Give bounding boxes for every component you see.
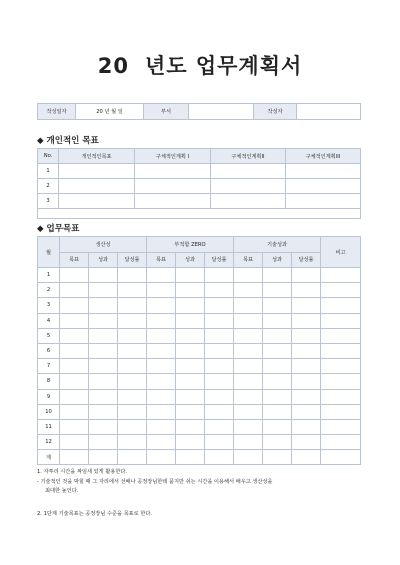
note-1-detail-cont: 최대한 높인다. bbox=[45, 488, 79, 494]
table-cell[interactable] bbox=[211, 194, 286, 209]
table-cell[interactable] bbox=[234, 404, 263, 419]
table-row bbox=[38, 404, 361, 419]
table-cell[interactable] bbox=[321, 343, 361, 358]
table-cell[interactable] bbox=[234, 359, 263, 374]
table-cell[interactable] bbox=[59, 164, 135, 179]
table-cell[interactable] bbox=[135, 164, 211, 179]
table-cell[interactable] bbox=[292, 435, 321, 450]
table-cell[interactable] bbox=[118, 283, 147, 298]
table-cell[interactable] bbox=[147, 328, 176, 343]
table-cell[interactable] bbox=[176, 343, 205, 358]
goals-group-header: 기술성과 bbox=[234, 237, 321, 253]
goals-subcol-header: 달성률 bbox=[205, 252, 234, 268]
table-cell[interactable] bbox=[205, 359, 234, 374]
table-cell[interactable] bbox=[205, 313, 234, 328]
table-cell[interactable] bbox=[234, 343, 263, 358]
table-cell[interactable] bbox=[263, 359, 292, 374]
goals-subcol-header: 목표 bbox=[234, 252, 263, 268]
table-cell[interactable] bbox=[147, 374, 176, 389]
diamond-icon: ◆ bbox=[37, 224, 44, 234]
table-cell[interactable] bbox=[263, 450, 292, 465]
table-cell[interactable] bbox=[118, 298, 147, 313]
month-label: 6 bbox=[38, 343, 60, 358]
table-cell[interactable] bbox=[60, 328, 89, 343]
table-cell[interactable] bbox=[135, 194, 211, 209]
row-number: 1 bbox=[38, 164, 59, 179]
table-cell[interactable] bbox=[89, 328, 118, 343]
table-cell[interactable] bbox=[118, 313, 147, 328]
goals-section-label: 업무목표 bbox=[46, 224, 80, 234]
goals-section-title bbox=[37, 222, 79, 234]
table-cell[interactable] bbox=[234, 389, 263, 404]
dept-label: 부서 bbox=[144, 104, 189, 120]
table-cell[interactable] bbox=[89, 283, 118, 298]
table-cell[interactable] bbox=[147, 404, 176, 419]
table-row bbox=[38, 209, 361, 219]
table-cell[interactable] bbox=[176, 283, 205, 298]
table-cell[interactable] bbox=[205, 343, 234, 358]
table-cell[interactable] bbox=[176, 268, 205, 283]
table-cell[interactable] bbox=[147, 359, 176, 374]
table-cell[interactable] bbox=[234, 450, 263, 465]
goals-group-header: 부적합 ZERO bbox=[147, 237, 234, 253]
table-cell[interactable] bbox=[147, 283, 176, 298]
dept-field[interactable] bbox=[189, 104, 254, 120]
table-cell[interactable] bbox=[263, 283, 292, 298]
table-cell[interactable] bbox=[147, 313, 176, 328]
table-row bbox=[38, 343, 361, 358]
goals-subcol-header: 달성률 bbox=[292, 252, 321, 268]
goals-col-remark: 비고 bbox=[321, 237, 361, 268]
table-cell[interactable] bbox=[321, 419, 361, 434]
table-cell[interactable] bbox=[60, 343, 89, 358]
table-cell[interactable] bbox=[234, 313, 263, 328]
month-label: 4 bbox=[38, 313, 60, 328]
personal-col-plan2: 구체적인계획II bbox=[211, 149, 286, 164]
note-1: 1. 자투리 시간을 짜임새 있게 활용한다. bbox=[37, 469, 128, 475]
month-label: 5 bbox=[38, 328, 60, 343]
table-cell[interactable] bbox=[60, 374, 89, 389]
table-cell[interactable] bbox=[321, 268, 361, 283]
table-cell[interactable] bbox=[147, 450, 176, 465]
table-cell[interactable] bbox=[89, 404, 118, 419]
goals-subcol-header: 성과 bbox=[176, 252, 205, 268]
table-cell[interactable] bbox=[321, 283, 361, 298]
page-title bbox=[0, 50, 400, 80]
table-cell[interactable] bbox=[60, 419, 89, 434]
table-cell[interactable] bbox=[60, 450, 89, 465]
table-cell[interactable] bbox=[147, 389, 176, 404]
table-cell[interactable] bbox=[321, 374, 361, 389]
table-cell[interactable] bbox=[292, 359, 321, 374]
table-row bbox=[38, 374, 361, 389]
table-cell[interactable] bbox=[176, 419, 205, 434]
table-row bbox=[38, 419, 361, 434]
title-year: 20 bbox=[97, 54, 129, 78]
table-cell[interactable] bbox=[292, 343, 321, 358]
table-row bbox=[38, 328, 361, 343]
table-cell[interactable] bbox=[89, 343, 118, 358]
table-cell[interactable] bbox=[286, 164, 361, 179]
table-row bbox=[38, 283, 361, 298]
month-label: 7 bbox=[38, 359, 60, 374]
table-cell[interactable] bbox=[176, 435, 205, 450]
goals-subcol-header: 성과 bbox=[89, 252, 118, 268]
table-cell[interactable] bbox=[176, 374, 205, 389]
note-2: 2. 1단계 기술목표는 공정장님 수준을 목표로 한다. bbox=[37, 511, 153, 517]
table-cell[interactable] bbox=[292, 389, 321, 404]
info-table bbox=[37, 103, 361, 120]
note-1-detail: - 기술적인 것을 막힐 때 그 자리에서 선배나 공정장님한테 묻지만 쉬는 시간을 이용해서 배우고 생산성을 bbox=[37, 479, 273, 485]
table-row bbox=[38, 313, 361, 328]
table-cell[interactable] bbox=[89, 359, 118, 374]
month-label: 12 bbox=[38, 435, 60, 450]
table-cell[interactable] bbox=[60, 435, 89, 450]
table-cell[interactable] bbox=[176, 359, 205, 374]
table-cell[interactable] bbox=[118, 359, 147, 374]
table-cell[interactable] bbox=[263, 313, 292, 328]
table-cell[interactable] bbox=[60, 298, 89, 313]
table-cell[interactable] bbox=[176, 313, 205, 328]
table-row bbox=[38, 179, 361, 194]
table-cell[interactable] bbox=[321, 328, 361, 343]
table-cell[interactable] bbox=[59, 194, 135, 209]
table-row bbox=[38, 194, 361, 209]
goals-subcol-header: 달성률 bbox=[118, 252, 147, 268]
table-cell[interactable] bbox=[118, 435, 147, 450]
month-label: 2 bbox=[38, 283, 60, 298]
table-cell[interactable] bbox=[292, 283, 321, 298]
table-cell[interactable] bbox=[263, 343, 292, 358]
row-number: 3 bbox=[38, 194, 59, 209]
diamond-icon: ◆ bbox=[37, 136, 44, 146]
table-cell[interactable] bbox=[60, 389, 89, 404]
table-cell[interactable] bbox=[59, 179, 135, 194]
table-cell[interactable] bbox=[234, 298, 263, 313]
table-cell[interactable] bbox=[263, 419, 292, 434]
table-cell[interactable] bbox=[89, 450, 118, 465]
table-cell[interactable] bbox=[205, 328, 234, 343]
personal-col-plan3: 구체적인계획III bbox=[286, 149, 361, 164]
month-label: 3 bbox=[38, 298, 60, 313]
table-cell[interactable] bbox=[60, 313, 89, 328]
table-row bbox=[38, 389, 361, 404]
table-cell[interactable] bbox=[263, 298, 292, 313]
table-cell[interactable] bbox=[60, 359, 89, 374]
table-cell[interactable] bbox=[89, 313, 118, 328]
table-cell[interactable] bbox=[292, 313, 321, 328]
table-cell[interactable] bbox=[292, 328, 321, 343]
table-cell[interactable] bbox=[89, 298, 118, 313]
table-cell[interactable] bbox=[292, 419, 321, 434]
table-cell[interactable] bbox=[292, 374, 321, 389]
personal-section-title bbox=[37, 134, 99, 146]
table-cell[interactable] bbox=[176, 450, 205, 465]
table-cell[interactable] bbox=[292, 298, 321, 313]
table-cell[interactable] bbox=[205, 450, 234, 465]
table-cell[interactable] bbox=[60, 268, 89, 283]
table-cell[interactable] bbox=[321, 450, 361, 465]
table-cell[interactable] bbox=[205, 419, 234, 434]
table-cell[interactable] bbox=[234, 328, 263, 343]
table-cell[interactable] bbox=[176, 298, 205, 313]
table-cell[interactable] bbox=[321, 435, 361, 450]
author-label: 작성자 bbox=[254, 104, 297, 120]
month-label: 10 bbox=[38, 404, 60, 419]
table-cell[interactable] bbox=[292, 450, 321, 465]
table-cell[interactable] bbox=[118, 374, 147, 389]
table-cell[interactable] bbox=[263, 404, 292, 419]
table-cell[interactable] bbox=[234, 435, 263, 450]
table-cell[interactable] bbox=[205, 268, 234, 283]
table-cell[interactable] bbox=[118, 450, 147, 465]
table-cell[interactable] bbox=[321, 313, 361, 328]
table-cell[interactable] bbox=[205, 298, 234, 313]
table-cell[interactable] bbox=[321, 404, 361, 419]
table-row bbox=[38, 164, 361, 179]
table-row bbox=[38, 435, 361, 450]
table-cell[interactable] bbox=[263, 268, 292, 283]
table-cell[interactable] bbox=[263, 328, 292, 343]
table-row bbox=[38, 450, 361, 465]
table-cell[interactable] bbox=[89, 374, 118, 389]
table-cell[interactable] bbox=[205, 283, 234, 298]
goals-subcol-header: 목표 bbox=[60, 252, 89, 268]
month-label: 1 bbox=[38, 268, 60, 283]
table-cell[interactable] bbox=[286, 194, 361, 209]
goals-col-month: 월 bbox=[38, 237, 60, 268]
table-cell[interactable] bbox=[118, 404, 147, 419]
table-cell[interactable] bbox=[176, 328, 205, 343]
table-cell[interactable] bbox=[176, 389, 205, 404]
table-cell[interactable] bbox=[118, 343, 147, 358]
table-cell[interactable] bbox=[60, 283, 89, 298]
date-field[interactable]: 20 년 월 일 bbox=[76, 104, 144, 120]
date-label: 작성일자 bbox=[38, 104, 76, 120]
row-number: 2 bbox=[38, 179, 59, 194]
table-row bbox=[38, 298, 361, 313]
goals-subcol-header: 목표 bbox=[147, 252, 176, 268]
table-cell[interactable] bbox=[38, 209, 361, 219]
goals-group-header: 생산성 bbox=[60, 237, 147, 253]
table-cell[interactable] bbox=[147, 419, 176, 434]
table-cell[interactable] bbox=[147, 268, 176, 283]
work-goals-table bbox=[37, 236, 361, 465]
author-field[interactable] bbox=[297, 104, 361, 120]
table-cell[interactable] bbox=[147, 435, 176, 450]
table-cell[interactable] bbox=[263, 374, 292, 389]
table-cell[interactable] bbox=[286, 179, 361, 194]
table-cell[interactable] bbox=[205, 374, 234, 389]
table-cell[interactable] bbox=[321, 389, 361, 404]
table-cell[interactable] bbox=[89, 419, 118, 434]
table-row bbox=[38, 359, 361, 374]
table-cell[interactable] bbox=[292, 268, 321, 283]
table-cell[interactable] bbox=[321, 298, 361, 313]
table-cell[interactable] bbox=[263, 389, 292, 404]
table-cell[interactable] bbox=[118, 268, 147, 283]
table-cell[interactable] bbox=[234, 268, 263, 283]
table-cell[interactable] bbox=[321, 359, 361, 374]
table-cell[interactable] bbox=[118, 328, 147, 343]
personal-col-no: No. bbox=[38, 149, 59, 164]
goals-subcol-header: 성과 bbox=[263, 252, 292, 268]
table-cell[interactable] bbox=[205, 389, 234, 404]
personal-col-plan1: 구체적인계획 I bbox=[135, 149, 211, 164]
table-cell[interactable] bbox=[205, 404, 234, 419]
table-cell[interactable] bbox=[205, 435, 234, 450]
table-cell[interactable] bbox=[89, 268, 118, 283]
month-label: 8 bbox=[38, 374, 60, 389]
table-cell[interactable] bbox=[176, 404, 205, 419]
month-label: 9 bbox=[38, 389, 60, 404]
table-cell[interactable] bbox=[118, 419, 147, 434]
personal-section-label: 개인적인 목표 bbox=[46, 136, 99, 146]
personal-col-goal: 개인적인목표 bbox=[59, 149, 135, 164]
table-cell[interactable] bbox=[147, 343, 176, 358]
table-cell[interactable] bbox=[60, 404, 89, 419]
table-cell[interactable] bbox=[118, 389, 147, 404]
table-cell[interactable] bbox=[263, 435, 292, 450]
table-cell[interactable] bbox=[211, 179, 286, 194]
personal-goals-table bbox=[37, 148, 361, 219]
title-text: 년도 업무계획서 bbox=[144, 54, 303, 78]
table-cell[interactable] bbox=[211, 164, 286, 179]
table-cell[interactable] bbox=[292, 404, 321, 419]
table-cell[interactable] bbox=[234, 283, 263, 298]
table-row bbox=[38, 268, 361, 283]
table-cell[interactable] bbox=[147, 298, 176, 313]
table-cell[interactable] bbox=[234, 419, 263, 434]
month-label: 11 bbox=[38, 419, 60, 434]
table-cell[interactable] bbox=[234, 374, 263, 389]
table-cell[interactable] bbox=[135, 179, 211, 194]
table-cell[interactable] bbox=[89, 389, 118, 404]
month-label: 계 bbox=[38, 450, 60, 465]
table-cell[interactable] bbox=[89, 435, 118, 450]
